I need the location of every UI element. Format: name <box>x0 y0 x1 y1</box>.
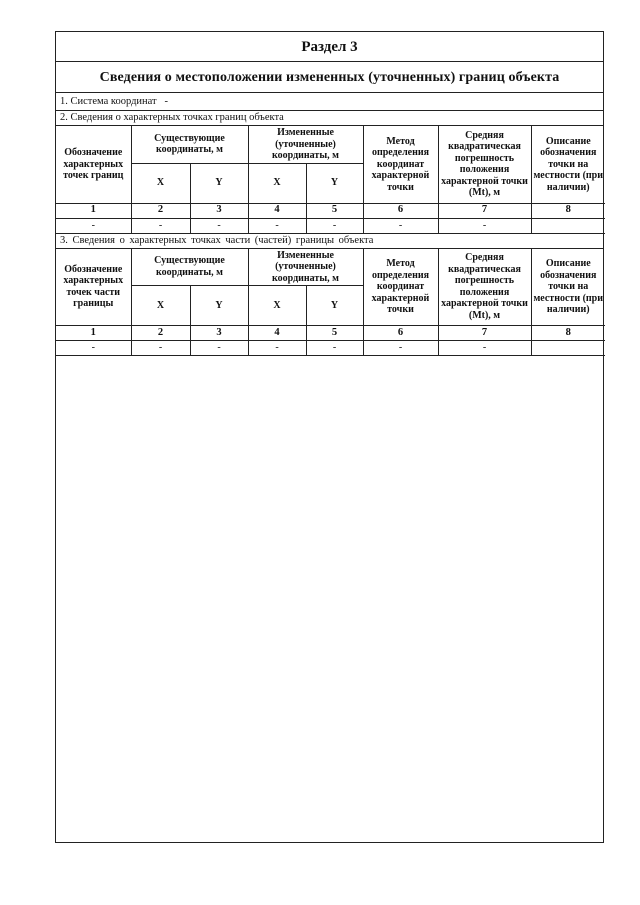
table2-header-existing-y: Y <box>190 286 248 326</box>
table1-col-number: 6 <box>363 203 438 218</box>
document-frame <box>55 31 604 843</box>
table2-header-changed-x: X <box>248 286 306 326</box>
coordinate-system-line <box>56 93 603 111</box>
table1-cell: - <box>306 218 363 233</box>
table1-col-number: 5 <box>306 203 363 218</box>
table1-header-point-designation: Обозначение характерных точек границ <box>56 126 131 203</box>
table1-header-existing-x: X <box>131 163 190 203</box>
table2-header-existing-coords: Существующие координаты, м <box>131 249 248 286</box>
table1-header-changed-x: X <box>248 163 306 203</box>
table2-col-number: 4 <box>248 326 306 341</box>
table2-col-number: 6 <box>363 326 438 341</box>
table2-data-row <box>56 341 605 356</box>
table1-cell: - <box>363 218 438 233</box>
table2-cell: - <box>56 341 131 356</box>
table1-col-number: 4 <box>248 203 306 218</box>
table1-number-row <box>56 203 605 218</box>
table1-header-changed-coords: Измененные (уточненные) координаты, м <box>248 126 363 163</box>
table1-header-existing-coords: Существующие координаты, м <box>131 126 248 163</box>
table2-caption: 3. Сведения о характерных точках части (частей) границы объекта <box>56 234 603 249</box>
table1-points <box>56 126 605 234</box>
table1-header-method: Метод определения координат характерной точки <box>363 126 438 203</box>
table2-col-number: 7 <box>438 326 531 341</box>
table1-cell <box>531 218 605 233</box>
table1-cell: - <box>190 218 248 233</box>
table2-header-error: Средняя квадратическая погрешность положения характерной точки (Mt), м <box>438 249 531 326</box>
table2-col-number: 2 <box>131 326 190 341</box>
table2-points <box>56 249 605 357</box>
table1-col-number: 2 <box>131 203 190 218</box>
table2-col-number: 5 <box>306 326 363 341</box>
table2-col-number: 8 <box>531 326 605 341</box>
table1-header-changed-y: Y <box>306 163 363 203</box>
table1-cell: - <box>248 218 306 233</box>
table2-header-method: Метод определения координат характерной точки <box>363 249 438 326</box>
coordinate-system-value: - <box>164 96 169 107</box>
table2-header-point-designation: Обозначение характерных точек части границы <box>56 249 131 326</box>
table2-header-description: Описание обозначения точки на местности (при наличии) <box>531 249 605 326</box>
table1-col-number: 7 <box>438 203 531 218</box>
table1-caption: 2. Сведения о характерных точках границ объекта <box>56 111 603 126</box>
section-title: Раздел 3 <box>56 32 603 62</box>
table1-cell: - <box>438 218 531 233</box>
section-subtitle: Сведения о местоположении измененных (уточненных) границ объекта <box>56 62 603 93</box>
table2-col-number: 1 <box>56 326 131 341</box>
table2-cell: - <box>363 341 438 356</box>
table1-header-error: Средняя квадратическая погрешность положения характерной точки (Mt), м <box>438 126 531 203</box>
table1-col-number: 8 <box>531 203 605 218</box>
table2-col-number: 3 <box>190 326 248 341</box>
table2-cell: - <box>190 341 248 356</box>
table1-header-description: Описание обозначения точки на местности (при наличии) <box>531 126 605 203</box>
table2-cell: - <box>248 341 306 356</box>
table1-data-row <box>56 218 605 233</box>
table1-cell: - <box>56 218 131 233</box>
table2-number-row <box>56 326 605 341</box>
table2-cell: - <box>306 341 363 356</box>
coordinate-system-label: 1. Система координат <box>60 96 157 107</box>
table1-col-number: 3 <box>190 203 248 218</box>
table2-header-existing-x: X <box>131 286 190 326</box>
table2-cell <box>531 341 605 356</box>
table1-header-existing-y: Y <box>190 163 248 203</box>
table1-col-number: 1 <box>56 203 131 218</box>
table2-cell: - <box>438 341 531 356</box>
table1-cell: - <box>131 218 190 233</box>
table2-cell: - <box>131 341 190 356</box>
table2-header-changed-y: Y <box>306 286 363 326</box>
table2-header-changed-coords: Измененные (уточненные) координаты, м <box>248 249 363 286</box>
